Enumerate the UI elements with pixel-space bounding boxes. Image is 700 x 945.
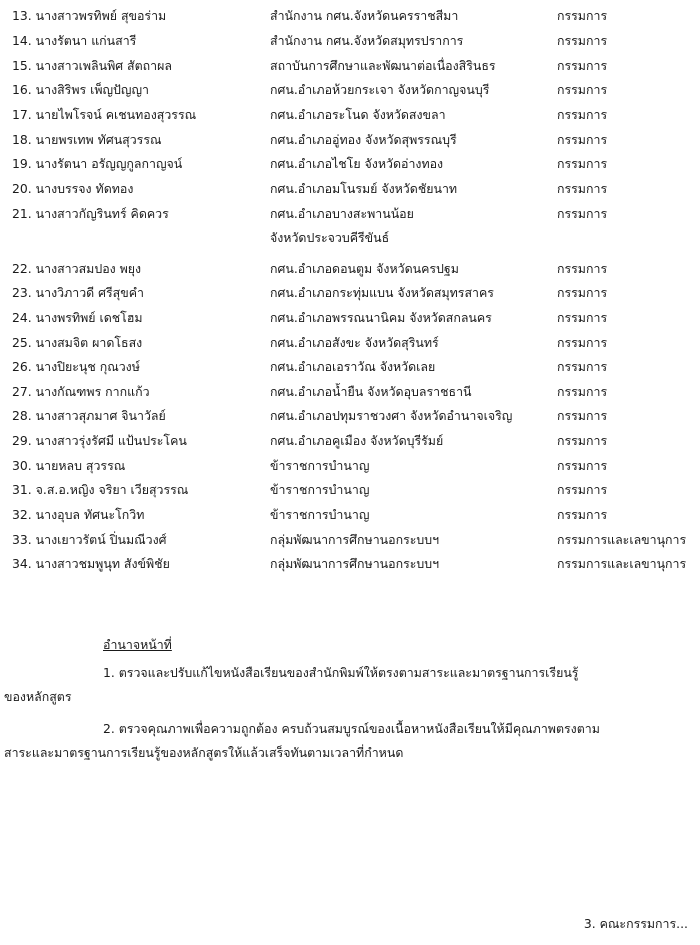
member-name: 32. นางอุบล ทัศนะโกวิท bbox=[12, 507, 145, 522]
member-role: กรรมการและเลขานุการ bbox=[557, 556, 687, 571]
member-role: กรรมการ bbox=[557, 359, 608, 374]
member-row bbox=[0, 54, 700, 78]
member-role: กรรมการ bbox=[557, 384, 608, 399]
member-organization: กศน.อำเภอปทุมราชวงศา จังหวัดอำนาจเจริญ bbox=[270, 408, 513, 423]
member-organization: กศน.อำเภอคูเมือง จังหวัดบุรีรัมย์ bbox=[270, 433, 444, 448]
member-row bbox=[0, 306, 700, 330]
member-role: กรรมการ bbox=[557, 8, 608, 23]
member-organization: กศน.อำเภอพรรณนานิคม จังหวัดสกลนคร bbox=[270, 310, 492, 325]
member-organization: สถาบันการศึกษาและพัฒนาต่อเนื่องสิรินธร bbox=[270, 58, 496, 73]
member-organization: สำนักงาน กศน.จังหวัดนครราชสีมา bbox=[270, 8, 459, 23]
member-row bbox=[0, 177, 700, 201]
member-organization: ข้าราชการบำนาญ bbox=[270, 458, 370, 473]
member-name: 23. นางวิภาวดี ศรีสุขคำ bbox=[12, 285, 144, 300]
member-row bbox=[0, 478, 700, 502]
member-role: กรรมการ bbox=[557, 156, 608, 171]
duty-1-line-2: ของหลักสูตร bbox=[4, 689, 72, 704]
member-role: กรรมการ bbox=[557, 132, 608, 147]
member-name: 27. นางกัณฑพร กากแก้ว bbox=[12, 384, 150, 399]
member-row bbox=[0, 281, 700, 305]
member-row bbox=[0, 454, 700, 478]
member-role: กรรมการ bbox=[557, 458, 608, 473]
member-name: 19. นางรัตนา อรัญญกูลกาญจน์ bbox=[12, 156, 183, 171]
member-row bbox=[0, 257, 700, 281]
member-name: 25. นางสมจิต ผาดโธสง bbox=[12, 335, 143, 350]
member-role: กรรมการ bbox=[557, 58, 608, 73]
member-role: กรรมการ bbox=[557, 107, 608, 122]
member-role: กรรมการ bbox=[557, 507, 608, 522]
member-role: กรรมการ bbox=[557, 261, 608, 276]
member-organization: ข้าราชการบำนาญ bbox=[270, 507, 370, 522]
member-name: 21. นางสาวกัญรินทร์ คิดควร bbox=[12, 206, 169, 221]
member-name: 14. นางรัตนา แก่นสารี bbox=[12, 33, 137, 48]
member-organization: กศน.อำเภอบางสะพานน้อย bbox=[270, 206, 414, 221]
member-role: กรรมการและเลขานุการ bbox=[557, 532, 687, 547]
duties-heading: อำนาจหน้าที่ bbox=[103, 637, 172, 652]
member-organization: กศน.อำเภอมโนรมย์ จังหวัดชัยนาท bbox=[270, 181, 458, 196]
member-organization: กศน.อำเภอเอราวัณ จังหวัดเลย bbox=[270, 359, 436, 374]
member-name: 13. นางสาวพรทิพย์ สุขอร่าม bbox=[12, 8, 167, 23]
member-organization: กศน.อำเภออู่ทอง จังหวัดสุพรรณบุรี bbox=[270, 132, 457, 147]
duty-2-line-1: 2. ตรวจคุณภาพเพื่อความถูกต้อง ครบถ้วนสมบูรณ์ของเนื้อหาหนังสือเรียนให้มีคุณภาพตรงตาม bbox=[103, 721, 600, 736]
member-organization-line-2: จังหวัดประจวบคีรีขันธ์ bbox=[270, 230, 390, 245]
duty-2-line-2: สาระและมาตรฐานการเรียนรู้ของหลักสูตรให้แล้วเสร็จทันตามเวลาที่กำหนด bbox=[4, 745, 404, 760]
member-organization: ข้าราชการบำนาญ bbox=[270, 482, 370, 497]
member-role: กรรมการ bbox=[557, 433, 608, 448]
member-name: 16. นางสิริพร เพ็ญปัญญา bbox=[12, 82, 149, 97]
member-role: กรรมการ bbox=[557, 285, 608, 300]
member-role: กรรมการ bbox=[557, 335, 608, 350]
member-organization: สำนักงาน กศน.จังหวัดสมุทรปราการ bbox=[270, 33, 464, 48]
member-organization: กศน.อำเภอดอนตูม จังหวัดนครปฐม bbox=[270, 261, 459, 276]
member-row bbox=[0, 78, 700, 102]
member-role: กรรมการ bbox=[557, 181, 608, 196]
member-organization: กศน.อำเภอกระทุ่มแบน จังหวัดสมุทรสาคร bbox=[270, 285, 494, 300]
member-row bbox=[0, 552, 700, 576]
member-organization: กศน.อำเภอน้ำยืน จังหวัดอุบลราชธานี bbox=[270, 384, 472, 399]
member-name: 17. นายไพโรจน์ คเชนทองสุวรรณ bbox=[12, 107, 197, 122]
member-organization: กศน.อำเภอระโนด จังหวัดสงขลา bbox=[270, 107, 446, 122]
member-row bbox=[0, 404, 700, 428]
member-name: 30. นายหลบ สุวรรณ bbox=[12, 458, 126, 473]
member-row bbox=[0, 29, 700, 53]
member-row bbox=[0, 503, 700, 527]
member-organization: กลุ่มพัฒนาการศึกษานอกระบบฯ bbox=[270, 556, 440, 571]
member-role: กรรมการ bbox=[557, 82, 608, 97]
member-role: กรรมการ bbox=[557, 206, 608, 221]
member-name: 15. นางสาวเพลินพิศ สัตถาผล bbox=[12, 58, 172, 73]
member-row bbox=[0, 4, 700, 28]
member-name: 28. นางสาวสุภมาศ จินาวัลย์ bbox=[12, 408, 166, 423]
member-name: 26. นางปิยะนุช กุณวงษ์ bbox=[12, 359, 140, 374]
member-organization: กศน.อำเภอสังขะ จังหวัดสุรินทร์ bbox=[270, 335, 439, 350]
member-row bbox=[0, 355, 700, 379]
member-name: 20. นางบรรจง ทัดทอง bbox=[12, 181, 134, 196]
member-role: กรรมการ bbox=[557, 310, 608, 325]
continuation-note: 3. คณะกรรมการ... bbox=[583, 916, 688, 931]
member-row bbox=[0, 429, 700, 453]
duty-1-line-1: 1. ตรวจและปรับแก้ไขหนังสือเรียนของสำนักพิมพ์ให้ตรงตามสาระและมาตรฐานการเรียนรู้ bbox=[103, 665, 579, 680]
member-name: 33. นางเยาวรัตน์ ปิ่นมณีวงศ์ bbox=[12, 532, 167, 547]
member-role: กรรมการ bbox=[557, 482, 608, 497]
member-row bbox=[0, 380, 700, 404]
member-organization: กศน.อำเภอห้วยกระเจา จังหวัดกาญจนบุรี bbox=[270, 82, 490, 97]
member-row bbox=[0, 103, 700, 127]
member-role: กรรมการ bbox=[557, 408, 608, 423]
member-row bbox=[0, 528, 700, 552]
member-role: กรรมการ bbox=[557, 33, 608, 48]
member-row bbox=[0, 202, 700, 245]
member-row bbox=[0, 152, 700, 176]
member-name: 18. นายพรเทพ ทัศนสุวรรณ bbox=[12, 132, 162, 147]
member-row bbox=[0, 331, 700, 355]
member-name: 24. นางพรทิพย์ เดชโฮม bbox=[12, 310, 143, 325]
member-name: 34. นางสาวชมพูนุท สังข์พิชัย bbox=[12, 556, 170, 571]
member-name: 31. จ.ส.อ.หญิง จริยา เวียสุวรรณ bbox=[12, 482, 189, 497]
member-organization: กลุ่มพัฒนาการศึกษานอกระบบฯ bbox=[270, 532, 440, 547]
member-organization: กศน.อำเภอไชโย จังหวัดอ่างทอง bbox=[270, 156, 444, 171]
member-row bbox=[0, 128, 700, 152]
member-name: 22. นางสาวสมปอง พยุง bbox=[12, 261, 142, 276]
member-name: 29. นางสาวรุ่งรัศมี แป้นประโคน bbox=[12, 433, 187, 448]
